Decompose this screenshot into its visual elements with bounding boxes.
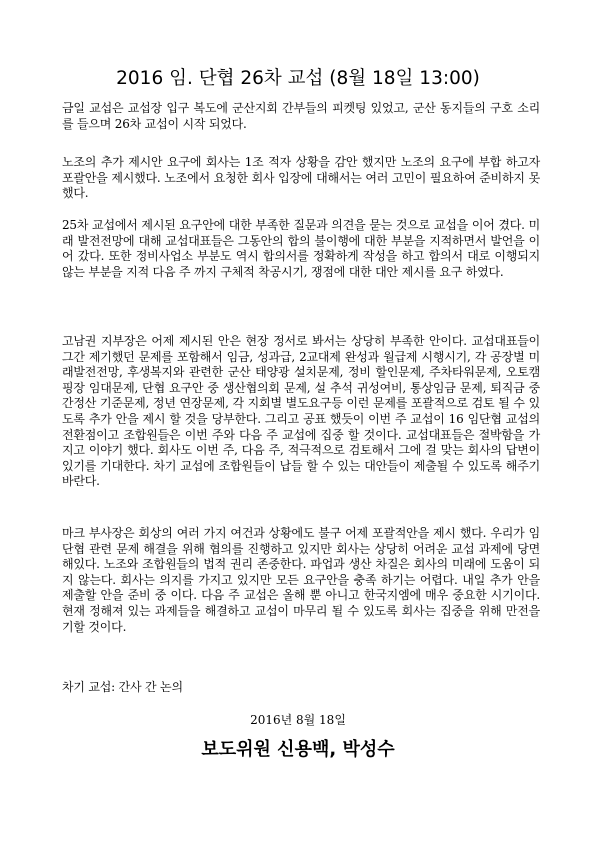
paragraph-company-proposal: 노조의 추가 제시안 요구에 회사는 1조 적자 상황을 감안 했지만 노조의 요구에 부합 하고자 포괄안을 제시했다. 노조에서 요청한 회사 입장에 대해서는 여러 고민이 필요하여 준비하지 못했다.: [62, 155, 540, 201]
paragraph-questions: 25차 교섭에서 제시된 요구안에 대한 부족한 질문과 의견을 묻는 것으로 교섭을 이어 겼다. 미래 발전전망에 대해 교섭대표들은 그동안의 합의 불이행에 대한 부분을 지적하면서 발언을 이어 갔다. 또한 정비사업소 부분도 역시 합의서를 정확하게 작성을 하고 합의서 대로 이행되지 않는 부분을 지적 다음 주 까지 구체적 착공시기, 쟁점에 대한 대안 제시를 요구 하였다.: [62, 218, 540, 279]
document-title: 2016 임. 단협 26차 교섭 (8월 18일 13:00): [116, 68, 480, 89]
paragraph-opening: 금일 교섭은 교섭장 입구 복도에 군산지회 간부들의 피켓팅 있었고, 군산 동지들의 구호 소리를 들으며 26차 교섭이 시작 되었다.: [62, 101, 540, 131]
paragraph-union-leader: 고남권 지부장은 어제 제시된 안은 현장 정서로 봐서는 상당히 부족한 안이다. 교섭대표들이 그간 제기했던 문제를 포함해서 임금, 성과급, 2교대제 완성과 월급제 시행시기, 각 공장별 미래발전전망, 후생복지와 관련한 군산 태양광 설치문제, 정비 할인문제, 주차타워문제, 오토캠핑장 임대문제, 단협 요구안 중 생산협의회 문제, 설 추석 귀성여비, 통상임금 문제, 퇴직금 중간정산 기준문제, 정년 연장문제, 각 지회별 별도요구등 이런 문제를 포괄적으로 검토 될 수 있도록 추가 안을 제시 할 것을 당부한다. 그리고 공표 했듯이 이번 주 교섭이 16 임단협 교섭의 전환점이고 조합원들은 이번 주와 다음 주 교섭에 집중 할 것이다. 교섭대표들은 절박함을 가지고 이야기 했다. 회사도 이번 주, 다음 주, 적극적으로 검토해서 그에 걸 맞는 회사의 답변이 있기를 기대한다. 차기 교섭에 조합원들이 납들 할 수 있는 대안들이 제출될 수 있도록 해주기 바란다.: [62, 334, 540, 489]
paragraph-vice-president: 마크 부사장은 회상의 여러 가지 여건과 상황에도 불구 어제 포괄적안을 제시 했다. 우리가 임단협 관련 문제 해결을 위해 협의를 진행하고 있지만 회사는 상당히 어려운 교섭 과제에 당면해있다. 노조와 조합원들의 법적 권리 존중한다. 파업과 생산 차질은 회사의 미래에 도움이 되지 않는다. 회사는 의지를 가지고 있지만 모든 요구안을 충족 하기는 어렵다. 내일 추가 안을 제출할 안을 준비 중 이다. 다음 주 교섭은 올해 뿐 아니고 한국지엠에 매우 중요한 시기이다. 현재 정해져 있는 과제들을 해결하고 교섭이 마무리 될 수 있도록 회사는 집중을 위해 만전을 기할 것이다.: [62, 526, 540, 634]
paragraph-next-meeting: 차기 교섭: 간사 간 논의: [62, 680, 183, 694]
document-date: 2016년 8월 18일: [250, 713, 346, 727]
reporter-names: 보도위원 신용백, 박성수: [201, 739, 395, 760]
